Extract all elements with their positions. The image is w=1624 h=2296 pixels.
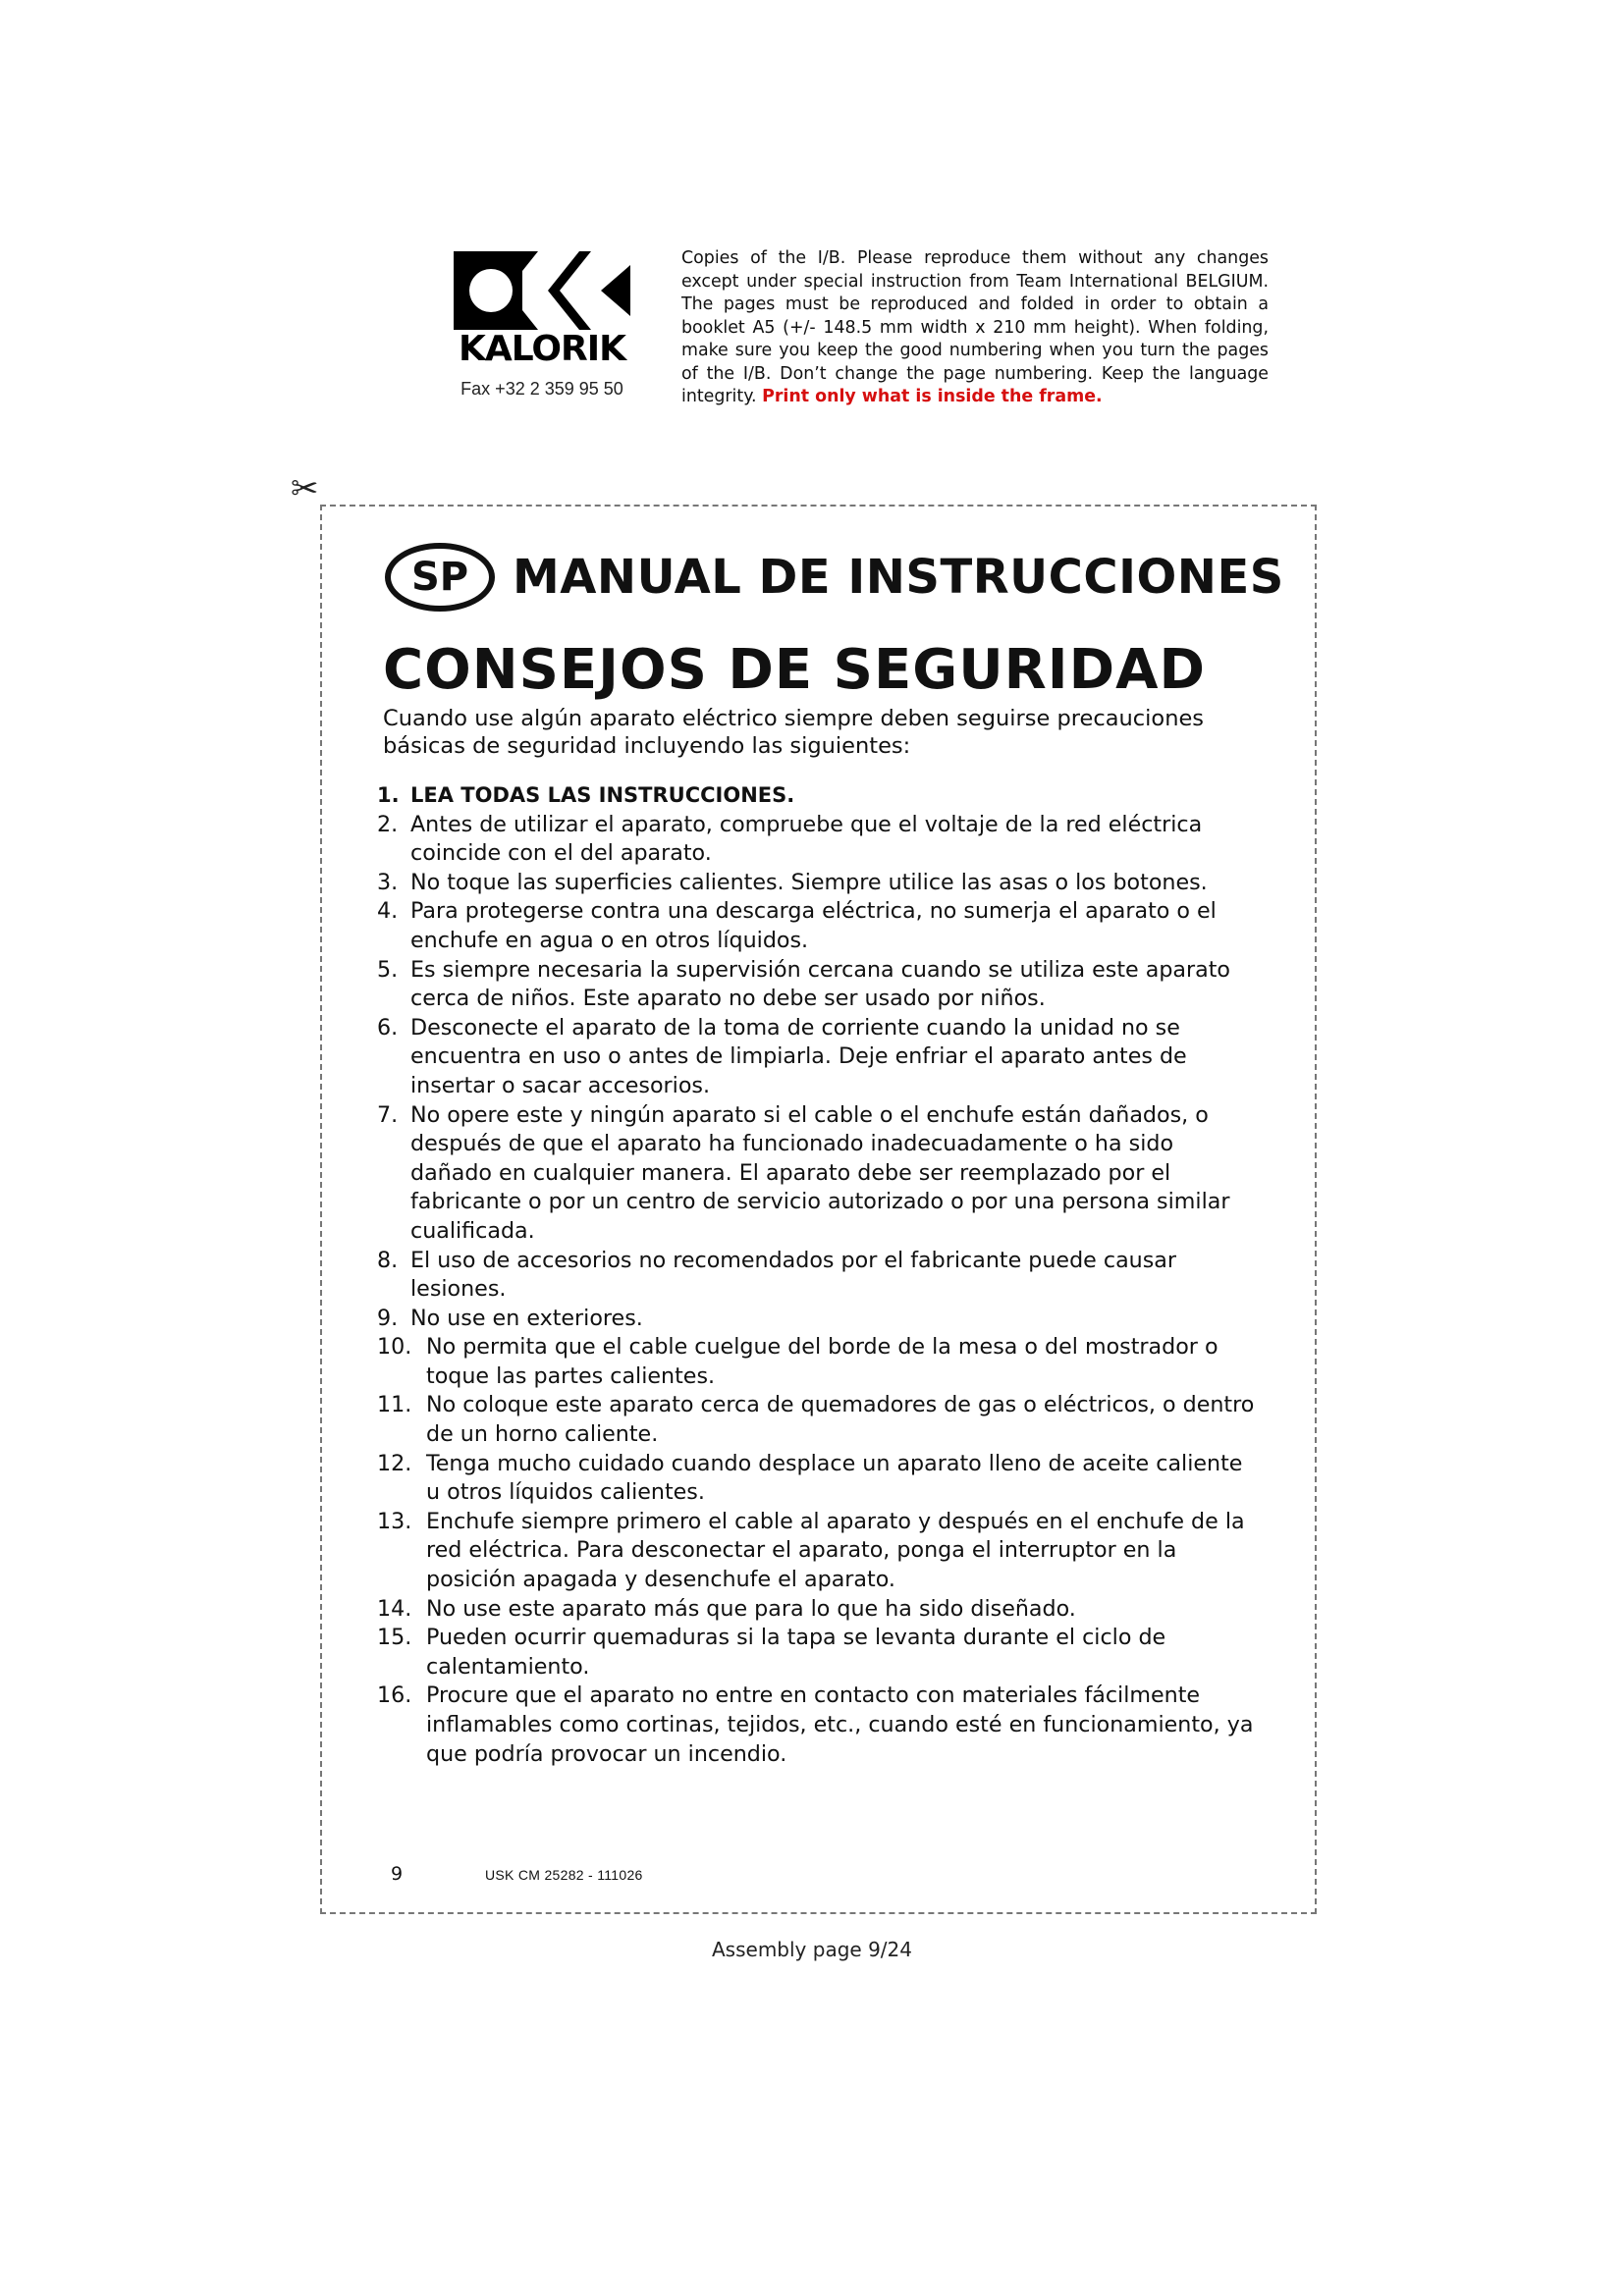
item-number: 5. — [377, 956, 399, 983]
reproduction-note-text: Copies of the I/B. Please reproduce them without any changes except under special instruction from Team International BELGIUM. The pages must be reproduced and folded in order to obtain a booklet A5 (+/- 148.5 mm width x 210 mm height). When folding, make sure you keep the good numbering when you turn the pages of the I/B. Don’t change the page numbering. Keep the language integrity. — [681, 248, 1269, 406]
manual-title: MANUAL DE INSTRUCCIONES — [513, 550, 1284, 605]
item-number: 7. — [377, 1101, 399, 1128]
print-only-warning: Print only what is inside the frame. — [762, 387, 1103, 406]
item-text: LEA TODAS LAS INSTRUCCIONES. — [410, 783, 795, 807]
item-number: 13. — [377, 1508, 412, 1534]
item-number: 12. — [377, 1450, 412, 1476]
item-text: El uso de accesorios no recomendados por el fabricante puede causar lesiones. — [410, 1247, 1177, 1303]
list-item — [377, 1247, 1261, 1305]
list-item — [377, 1101, 1261, 1247]
list-item — [377, 1333, 1261, 1391]
item-number: 14. — [377, 1595, 412, 1622]
list-item — [377, 1391, 1261, 1449]
document-code: USK CM 25282 - 111026 — [485, 1867, 643, 1883]
item-text: Tenga mucho cuidado cuando desplace un aparato lleno de aceite caliente u otros líquidos calientes. — [426, 1450, 1243, 1506]
item-text: Procure que el aparato no entre en contacto con materiales fácilmente inflamables como cortinas, tejidos, etc., cuando esté en funcionamiento, ya que podría provocar un incendio. — [426, 1682, 1254, 1767]
section-title: CONSEJOS DE SEGURIDAD — [383, 638, 1206, 702]
item-number: 6. — [377, 1014, 399, 1041]
reproduction-note — [681, 247, 1269, 409]
item-number: 2. — [377, 811, 399, 837]
list-item — [377, 811, 1261, 869]
list-item — [377, 1450, 1261, 1508]
item-text: No use en exteriores. — [410, 1305, 643, 1331]
list-item — [377, 956, 1261, 1014]
list-item — [377, 1682, 1261, 1769]
item-number: 10. — [377, 1334, 412, 1361]
item-number: 9. — [377, 1305, 399, 1331]
item-text: No use este aparato más que para lo que ha sido diseñado. — [426, 1595, 1076, 1622]
list-item — [377, 1595, 1261, 1625]
item-number: 11. — [377, 1392, 412, 1418]
item-text: No toque las superficies calientes. Siempre utilice las asas o los botones. — [410, 869, 1208, 895]
list-item — [377, 781, 1261, 811]
item-text: Antes de utilizar el aparato, compruebe que el voltaje de la red eléctrica coincide con el del aparato. — [410, 811, 1203, 867]
intro-paragraph: Cuando use algún aparato eléctrico siempre deben seguirse precauciones básicas de seguridad incluyendo las siguientes: — [383, 706, 1205, 759]
item-number: 3. — [377, 869, 399, 895]
item-text: No opere este y ningún aparato si el cable o el enchufe están dañados, o después de que el aparato ha funcionado inadecuadamente o ha sido dañado en cualquier manera. El aparato debe ser reemplazado por el fabricante o por un centro de servicio autorizado o por una persona similar cualificada. — [410, 1101, 1230, 1244]
item-text: Enchufe siempre primero el cable al aparato y después en el enchufe de la red eléctrica. Para desconectar el aparato, ponga el interruptor en la posición apagada y desenchufe el aparato. — [426, 1508, 1245, 1593]
list-item — [377, 1508, 1261, 1595]
brand-name: KALORIK — [458, 329, 626, 369]
item-number: 1. — [377, 783, 400, 807]
item-text: No permita que el cable cuelgue del borde de la mesa o del mostrador o toque las partes calientes. — [426, 1334, 1218, 1389]
manual-title-row — [385, 538, 1284, 616]
assembly-page-label: Assembly page 9/24 — [712, 1938, 912, 1961]
language-badge: SP — [385, 543, 495, 612]
item-text: No coloque este aparato cerca de quemadores de gas o eléctricos, o dentro de un horno caliente. — [426, 1392, 1255, 1448]
list-item — [377, 1624, 1261, 1682]
list-item — [377, 869, 1261, 898]
item-number: 15. — [377, 1625, 412, 1651]
list-item — [377, 1305, 1261, 1334]
item-text: Pueden ocurrir quemaduras si la tapa se levanta durante el ciclo de calentamiento. — [426, 1625, 1166, 1680]
list-item — [377, 897, 1261, 955]
item-text: Desconecte el aparato de la toma de corriente cuando la unidad no se encuentra en uso o antes de limpiarla. Deje enfriar el aparato antes de insertar o sacar accesorios. — [410, 1014, 1187, 1098]
kalorik-k-mark-icon — [454, 251, 630, 330]
item-number: 4. — [377, 898, 399, 925]
page-number: 9 — [391, 1863, 404, 1885]
item-number: 8. — [377, 1247, 399, 1273]
fax-number: Fax +32 2 359 95 50 — [460, 379, 623, 399]
safety-list — [377, 781, 1261, 1769]
item-number: 16. — [377, 1682, 412, 1709]
item-text: Para protegerse contra una descarga eléctrica, no sumerja el aparato o el enchufe en agua o en otros líquidos. — [410, 898, 1217, 953]
list-item — [377, 1014, 1261, 1101]
item-text: Es siempre necesaria la supervisión cercana cuando se utiliza este aparato cerca de niños. Este aparato no debe ser usado por niños. — [410, 956, 1231, 1012]
scissors-icon: ✂ — [291, 469, 319, 508]
